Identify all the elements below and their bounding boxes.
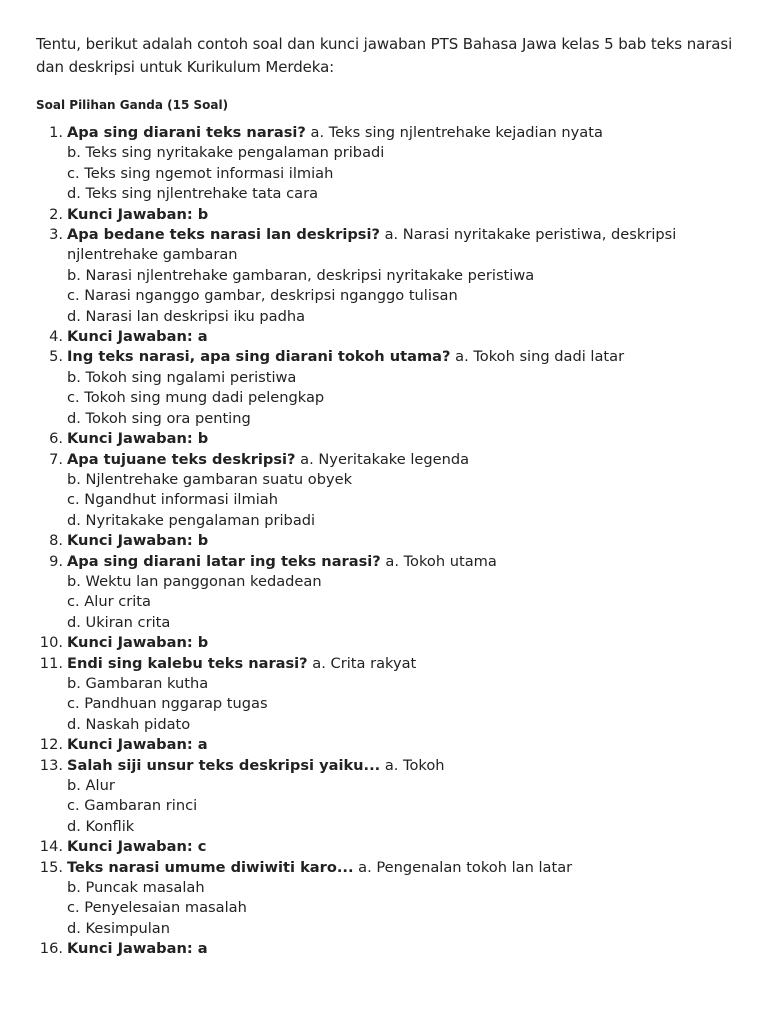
answer-option: b. Alur [67,777,115,794]
answer-option: c. Ngandhut informasi ilmiah [67,491,278,509]
item-number: 5. [49,348,63,366]
item-number: 11. [39,654,63,672]
item-number: 15. [39,858,63,876]
option-a: a. Pengenalan tokoh lan latar [358,858,573,876]
answer-key-item [36,633,738,653]
question-item [36,225,738,327]
answer-key-item [36,531,738,551]
answer-key-item [36,837,738,857]
answer-key-item [36,939,738,959]
section-heading: Soal Pilihan Ganda (15 Soal) [36,98,229,112]
answer-key-item [36,429,738,449]
question-text: Apa sing diarani teks narasi? [67,124,306,141]
option-a: a. Teks sing njlentrehake kejadian nyata [310,124,603,141]
answer-option: b. Teks sing nyritakake pengalaman pribadi [67,144,385,162]
intro-paragraph: Tentu, berikut adalah contoh soal dan kunci jawaban PTS Bahasa Jawa kelas 5 bab teks narasi dan deskripsi untuk Kurikulum Merdeka: [36,35,733,76]
answer-option: d. Teks sing njlentrehake tata cara [67,185,319,203]
answer-key: Kunci Jawaban: b [67,430,209,448]
answer-option: c. Alur crita [67,593,151,611]
question-item [36,123,738,205]
answer-key: Kunci Jawaban: b [67,634,209,652]
answer-key: Kunci Jawaban: b [67,532,209,550]
item-text [67,450,738,532]
question-text: Apa sing diarani latar ing teks narasi? [67,552,381,570]
item-number: 3. [49,226,63,244]
answer-option: d. Tokoh sing ora penting [67,409,251,427]
answer-key-item [36,735,738,755]
question-text: Teks narasi umume diwiwiti karo... [67,858,354,876]
answer-option: c. Gambaran rinci [67,797,198,815]
answer-option: b. Narasi njlentrehake gambaran, deskripsi nyritakake peristiwa [67,266,535,284]
question-item [36,756,738,838]
answer-option: b. Wektu lan panggonan kedadean [67,572,322,590]
question-item [36,347,738,429]
answer-option: d. Nyritakake pengalaman pribadi [67,511,316,529]
item-text [67,735,738,755]
item-text [67,531,738,551]
question-text: Apa tujuane teks deskripsi? [67,450,296,468]
answer-key: Kunci Jawaban: c [67,838,207,856]
question-item [36,552,738,634]
item-number: 4. [49,328,63,346]
answer-option: b. Puncak masalah [67,879,205,897]
answer-option: b. Njlentrehake gambaran suatu obyek [67,470,353,488]
question-text: Apa bedane teks narasi lan deskripsi? [67,226,380,244]
answer-option: c. Teks sing ngemot informasi ilmiah [67,164,334,182]
answer-option: d. Narasi lan deskripsi iku padha [67,307,306,325]
item-number: 14. [39,838,63,856]
item-text [67,654,738,736]
question-item [36,858,738,940]
question-text: Endi sing kalebu teks narasi? [67,654,308,672]
item-text [67,633,738,653]
answer-option: c. Pandhuan nggarap tugas [67,695,268,713]
answer-key: Kunci Jawaban: a [67,736,208,754]
item-number: 7. [49,450,63,468]
item-text [67,837,738,857]
item-text [67,858,738,940]
item-text [67,939,738,959]
option-a: a. Narasi nyritakake peristiwa, deskripsi njlentrehake gambaran [67,226,677,264]
item-number: 8. [49,532,63,550]
option-a: a. Tokoh sing dadi latar [455,348,625,366]
answer-option: d. Ukiran crita [67,613,171,631]
item-number: 13. [39,756,63,774]
option-a: a. Crita rakyat [312,654,417,672]
item-text [67,327,738,347]
item-number: 2. [49,205,63,223]
question-item [36,654,738,736]
item-text [67,429,738,449]
answer-option: d. Konflik [67,817,135,835]
answer-option: d. Naskah pidato [67,715,191,733]
item-text [67,123,738,205]
item-text [67,552,738,634]
answer-option: b. Gambaran kutha [67,674,209,692]
answer-key: Kunci Jawaban: b [67,205,209,223]
question-text: Ing teks narasi, apa sing diarani tokoh utama? [67,348,451,366]
item-number: 6. [49,430,63,448]
option-a: a. Nyeritakake legenda [300,450,470,468]
answer-option: d. Kesimpulan [67,919,170,937]
item-text [67,225,738,327]
answer-option: b. Tokoh sing ngalami peristiwa [67,368,297,386]
item-number: 1. [49,124,63,141]
option-a: a. Tokoh utama [385,552,497,570]
answer-option: c. Tokoh sing mung dadi pelengkap [67,389,325,407]
answer-option: c. Penyelesaian masalah [67,899,247,917]
item-number: 9. [49,552,63,570]
answer-key: Kunci Jawaban: a [67,328,208,346]
answer-option: c. Narasi nganggo gambar, deskripsi nganggo tulisan [67,287,458,305]
item-text [67,205,738,225]
item-number: 12. [39,736,63,754]
answer-key-item [36,205,738,225]
item-text [67,347,738,429]
option-a: a. Tokoh [384,756,445,774]
question-item [36,450,738,532]
answer-key: Kunci Jawaban: a [67,940,208,958]
item-text [67,756,738,838]
item-number: 16. [39,940,63,958]
question-text: Salah siji unsur teks deskripsi yaiku... [67,756,381,774]
question-list [36,123,738,960]
item-number: 10. [39,634,63,652]
answer-key-item [36,327,738,347]
